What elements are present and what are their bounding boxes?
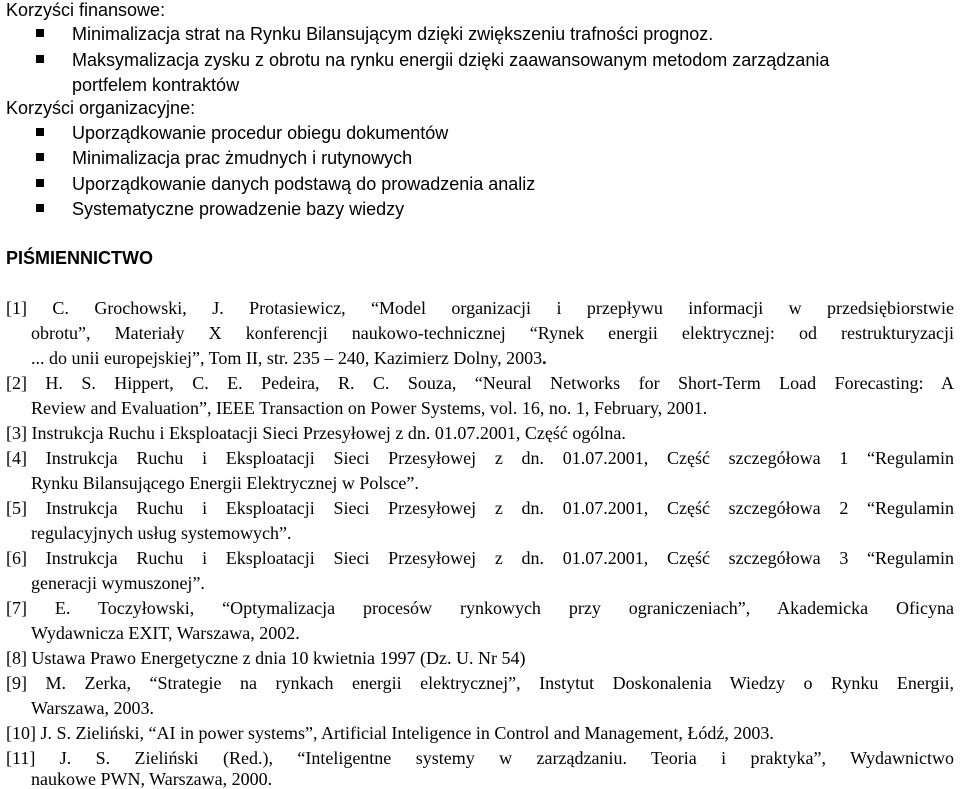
square-bullet-icon xyxy=(36,128,44,136)
organizational-benefits-heading: Korzyści organizacyjne: xyxy=(6,98,196,118)
bullet-text-continuation: portfelem kontraktów xyxy=(72,75,240,95)
reference-6-line-2: generacji wymuszonej”. xyxy=(31,573,205,593)
reference-9: [9] M. Zerka, “Strategie na rynkach energii elektrycznej”, Instytut Doskonalenia Wiedzy o Rynku Energii, xyxy=(6,673,954,693)
bullet-text: Uporządkowanie procedur obiegu dokumentów xyxy=(72,123,449,143)
reference-5: [5] Instrukcja Ruchu i Eksploatacji Sieci Przesyłowej z dn. 01.07.2001, Część szczegółowa 2 “Regulamin xyxy=(6,498,954,518)
financial-benefits-heading: Korzyści finansowe: xyxy=(6,0,166,20)
reference-10: [10] J. S. Zieliński, “AI in power systems”, Artificial Inteligence in Control and Management, Łódź, 2003. xyxy=(6,723,774,743)
reference-9-line-2: Warszawa, 2003. xyxy=(31,698,155,718)
reference-7-line-2: Wydawnicza EXIT, Warszawa, 2002. xyxy=(31,623,300,643)
bullet-text: Minimalizacja strat na Rynku Bilansującym dzięki zwiększeniu trafności prognoz. xyxy=(72,24,714,44)
reference-6: [6] Instrukcja Ruchu i Eksploatacji Sieci Przesyłowej z dn. 01.07.2001, Część szczegółowa 3 “Regulamin xyxy=(6,548,954,568)
bullet-text: Systematyczne prowadzenie bazy wiedzy xyxy=(72,199,405,219)
reference-8: [8] Ustawa Prawo Energetyczne z dnia 10 kwietnia 1997 (Dz. U. Nr 54) xyxy=(6,648,526,668)
reference-1-line-2: obrotu”, Materiały X konferencji naukowo-technicznej “Rynek energii elektrycznej: od restrukturyzacji xyxy=(31,323,954,343)
reference-11-line-2: naukowe PWN, Warszawa, 2000. xyxy=(31,769,273,789)
reference-4-line-2: Rynku Bilansującego Energii Elektrycznej w Polsce”. xyxy=(31,473,419,493)
bibliography-title: PIŚMIENNICTWO xyxy=(6,248,153,268)
reference-4: [4] Instrukcja Ruchu i Eksploatacji Sieci Przesyłowej z dn. 01.07.2001, Część szczegółowa 1 “Regulamin xyxy=(6,448,954,468)
reference-2: [2] H. S. Hippert, C. E. Pedeira, R. C. Souza, “Neural Networks for Short-Term Load Forecasting: A xyxy=(6,373,954,393)
reference-3: [3] Instrukcja Ruchu i Eksploatacji Sieci Przesyłowej z dn. 01.07.2001, Część ogólna. xyxy=(6,423,626,443)
reference-11: [11] J. S. Zieliński (Red.), “Inteligentne systemy w zarządzaniu. Teoria i praktyka”, Wydawnictwo xyxy=(6,748,954,768)
square-bullet-icon xyxy=(36,29,44,37)
square-bullet-icon xyxy=(36,55,44,63)
reference-7: [7] E. Toczyłowski, “Optymalizacja procesów rynkowych przy ograniczeniach”, Akademicka Oficyna xyxy=(6,598,954,618)
square-bullet-icon xyxy=(36,153,44,161)
square-bullet-icon xyxy=(36,179,44,187)
reference-1-line-3: ... do unii europejskiej”, Tom II, str. 235 – 240, Kazimierz Dolny, 2003. xyxy=(31,348,547,368)
reference-2-line-2: Review and Evaluation”, IEEE Transaction on Power Systems, vol. 16, no. 1, February, 2001. xyxy=(31,398,708,418)
bullet-text: Maksymalizacja zysku z obrotu na rynku energii dzięki zaawansowanym metodom zarządzania xyxy=(72,50,830,70)
reference-5-line-2: regulacyjnych usług systemowych”. xyxy=(31,523,292,543)
square-bullet-icon xyxy=(36,204,44,212)
bullet-text: Uporządkowanie danych podstawą do prowadzenia analiz xyxy=(72,174,536,194)
reference-1: [1] C. Grochowski, J. Protasiewicz, “Model organizacji i przepływu informacji w przedsiębiorstwie xyxy=(6,298,954,318)
bullet-text: Minimalizacja prac żmudnych i rutynowych xyxy=(72,148,413,168)
